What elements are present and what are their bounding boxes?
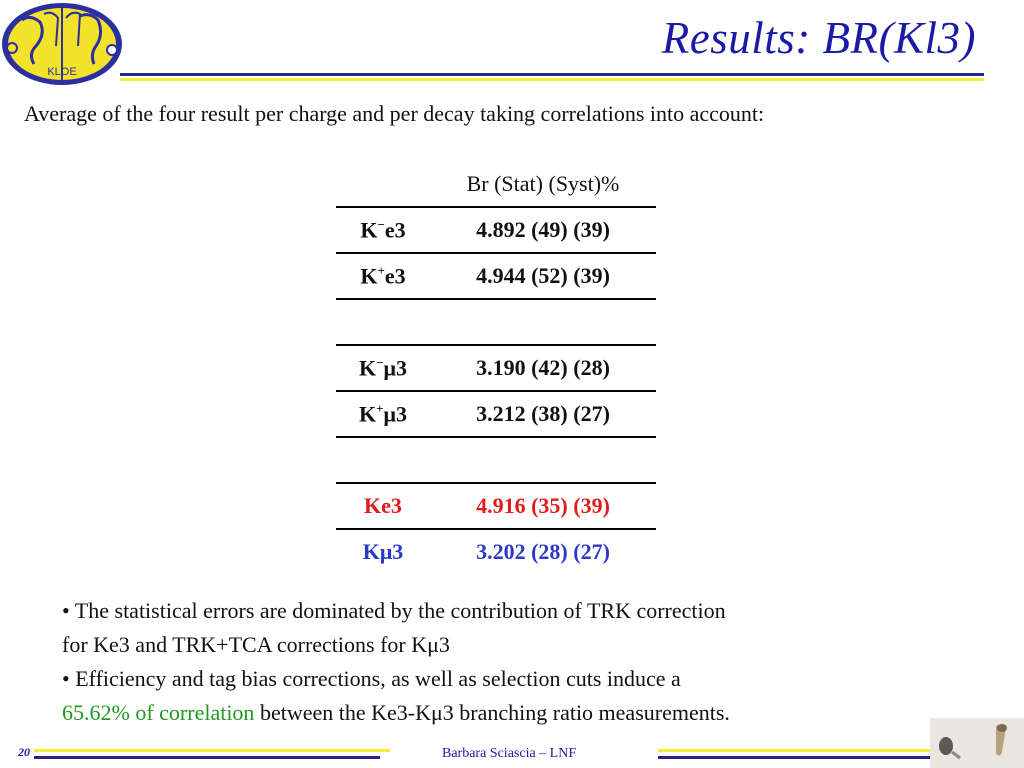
bullet-1-line-2: for Ke3 and TRK+TCA corrections for Kμ3 — [62, 632, 450, 657]
footer-line-yellow-left — [34, 749, 390, 752]
table-spacer-row — [336, 437, 656, 483]
row-value: 4.916 (35) (39) — [430, 483, 656, 529]
row-value: 3.212 (38) (27) — [430, 391, 656, 437]
table-row — [336, 207, 656, 253]
table-row — [336, 391, 656, 437]
row-label: K+μ3 — [336, 391, 430, 437]
table-row-kmu3-average — [336, 529, 656, 574]
row-label: K+e3 — [336, 253, 430, 299]
row-label: Kμ3 — [362, 539, 404, 564]
row-label: K−μ3 — [336, 345, 430, 391]
table-row — [336, 345, 656, 391]
corner-decoration-image — [930, 718, 1024, 768]
page-number: 20 — [18, 745, 30, 759]
slide-title: Results: BR(Kl3) — [661, 13, 976, 63]
logo-text: KLOE — [47, 66, 77, 78]
table-row-ke3-average — [336, 483, 656, 529]
table-spacer-row — [336, 299, 656, 345]
row-value: 4.944 (52) (39) — [430, 253, 656, 299]
row-label: Ke3 — [336, 483, 430, 529]
row-value: 3.190 (42) (28) — [430, 345, 656, 391]
footer-author: Barbara Sciascia – LNF — [442, 746, 577, 761]
table-row — [336, 253, 656, 299]
row-label: K−e3 — [336, 207, 430, 253]
row-value: 4.892 (49) (39) — [430, 207, 656, 253]
header-value: Br (Stat) (Syst)% — [430, 162, 656, 207]
footer-line-blue-left — [34, 756, 380, 759]
title-underline-blue — [120, 73, 984, 76]
correlation-highlight: 65.62% of correlation — [62, 700, 255, 725]
kloe-logo — [0, 0, 128, 88]
bullet-2-line-2 — [62, 696, 962, 730]
bullet-list — [62, 594, 962, 730]
title-underline-yellow — [120, 78, 984, 81]
bullet-2-line-1: • Efficiency and tag bias corrections, as well as selection cuts induce a — [62, 666, 681, 691]
results-table — [336, 162, 656, 574]
table-header-row — [336, 162, 656, 207]
header-label — [336, 162, 430, 207]
intro-text: Average of the four result per charge and per decay taking correlations into account: — [24, 101, 765, 126]
bullet-2-rest: between the Ke3-Kμ3 branching ratio measurements. — [254, 700, 730, 725]
bullet-1-line-1: • The statistical errors are dominated by the contribution of TRK correction — [62, 598, 726, 623]
row-value: 3.202 (28) (27) — [476, 539, 610, 564]
